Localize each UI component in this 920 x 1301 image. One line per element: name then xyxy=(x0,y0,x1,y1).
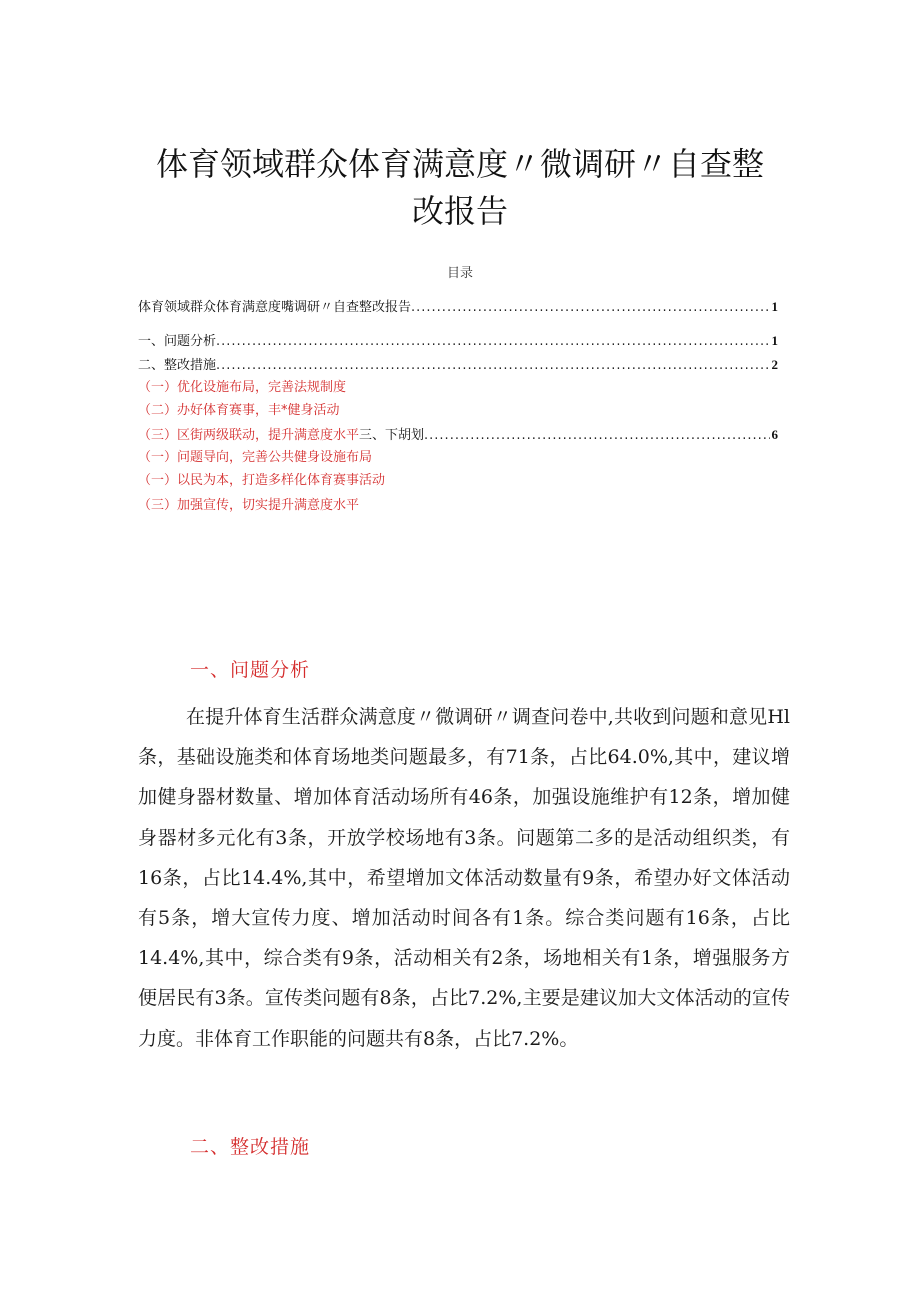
toc-entry-page: 1 xyxy=(771,333,778,348)
toc-entry[interactable] xyxy=(138,297,778,317)
toc-entry-text: 一、问题分析 xyxy=(138,334,217,349)
section-heading-problem-analysis: 一、问题分析 xyxy=(190,659,311,681)
toc-sub-item[interactable]: （一）问题导向，完善公共健身设施布局 xyxy=(138,450,373,465)
toc-sub-item[interactable]: （一）优化设施布局，完善法规制度 xyxy=(138,380,347,395)
toc-entry-text: 三、下胡划 xyxy=(359,428,425,443)
toc-sub-item[interactable]: （三）加强宣传，切实提升满意度水平 xyxy=(138,498,360,513)
toc-leader-dots xyxy=(216,332,769,351)
document-title-line-1: 体育领域群众体育满意度〃微调研〃自查整 xyxy=(155,145,764,183)
toc-entry-mixed[interactable] xyxy=(138,425,778,445)
toc-leader-dots xyxy=(216,356,769,375)
toc-entry-page: 1 xyxy=(771,299,778,314)
toc-entry-page: 2 xyxy=(771,357,778,372)
toc-entry[interactable] xyxy=(138,331,778,351)
toc-entry[interactable] xyxy=(138,355,778,375)
toc-entry-text: 体育领域群众体育满意度嘴调研〃自查整改报告 xyxy=(138,300,412,315)
toc-sub-item-text: （三）区街两级联动，提升满意度水平 xyxy=(138,428,360,443)
toc-entry-page: 6 xyxy=(771,427,778,442)
document-title-line-2: 改报告 xyxy=(411,192,508,230)
toc-sub-item[interactable]: （一）以民为本，打造多样化体育赛事活动 xyxy=(138,473,386,488)
toc-entry-text: 二、整改措施 xyxy=(138,358,217,373)
toc-leader-dots xyxy=(424,426,769,445)
toc-sub-item[interactable]: （二）办好体育赛事，丰*健身活动 xyxy=(138,403,340,418)
section-heading-rectification: 二、整改措施 xyxy=(190,1136,311,1158)
toc-leader-dots xyxy=(411,298,769,317)
problem-analysis-paragraph: 在提升体育生活群众满意度〃微调研〃调查问卷中,共收到问题和意见Hl条，基础设施类和体育场地类问题最多，有71条，占比64.0%,其中，建议增加健身器材数量、增加体育活动场所有46条，加强设施维护有12条，增加健身器材多元化有3条，开放学校场地有3条。问题第二多的是活动组织类，有16条，占比14.4%,其中，希望增加文体活动数量有9条，希望办好文体活动有5条，增大宣传力度、增加活动时间各有1条。综合类问题有16条，占比14.4%,其中，综合类有9条，活动相关有2条，场地相关有1条，增强服务方便居民有3条。宣传类问题有8条，占比7.2%,主要是建议加大文体活动的宣传力度。非体育工作职能的问题共有8条，占比7.2%。 xyxy=(138,706,790,1050)
toc-heading: 目录 xyxy=(446,266,473,281)
